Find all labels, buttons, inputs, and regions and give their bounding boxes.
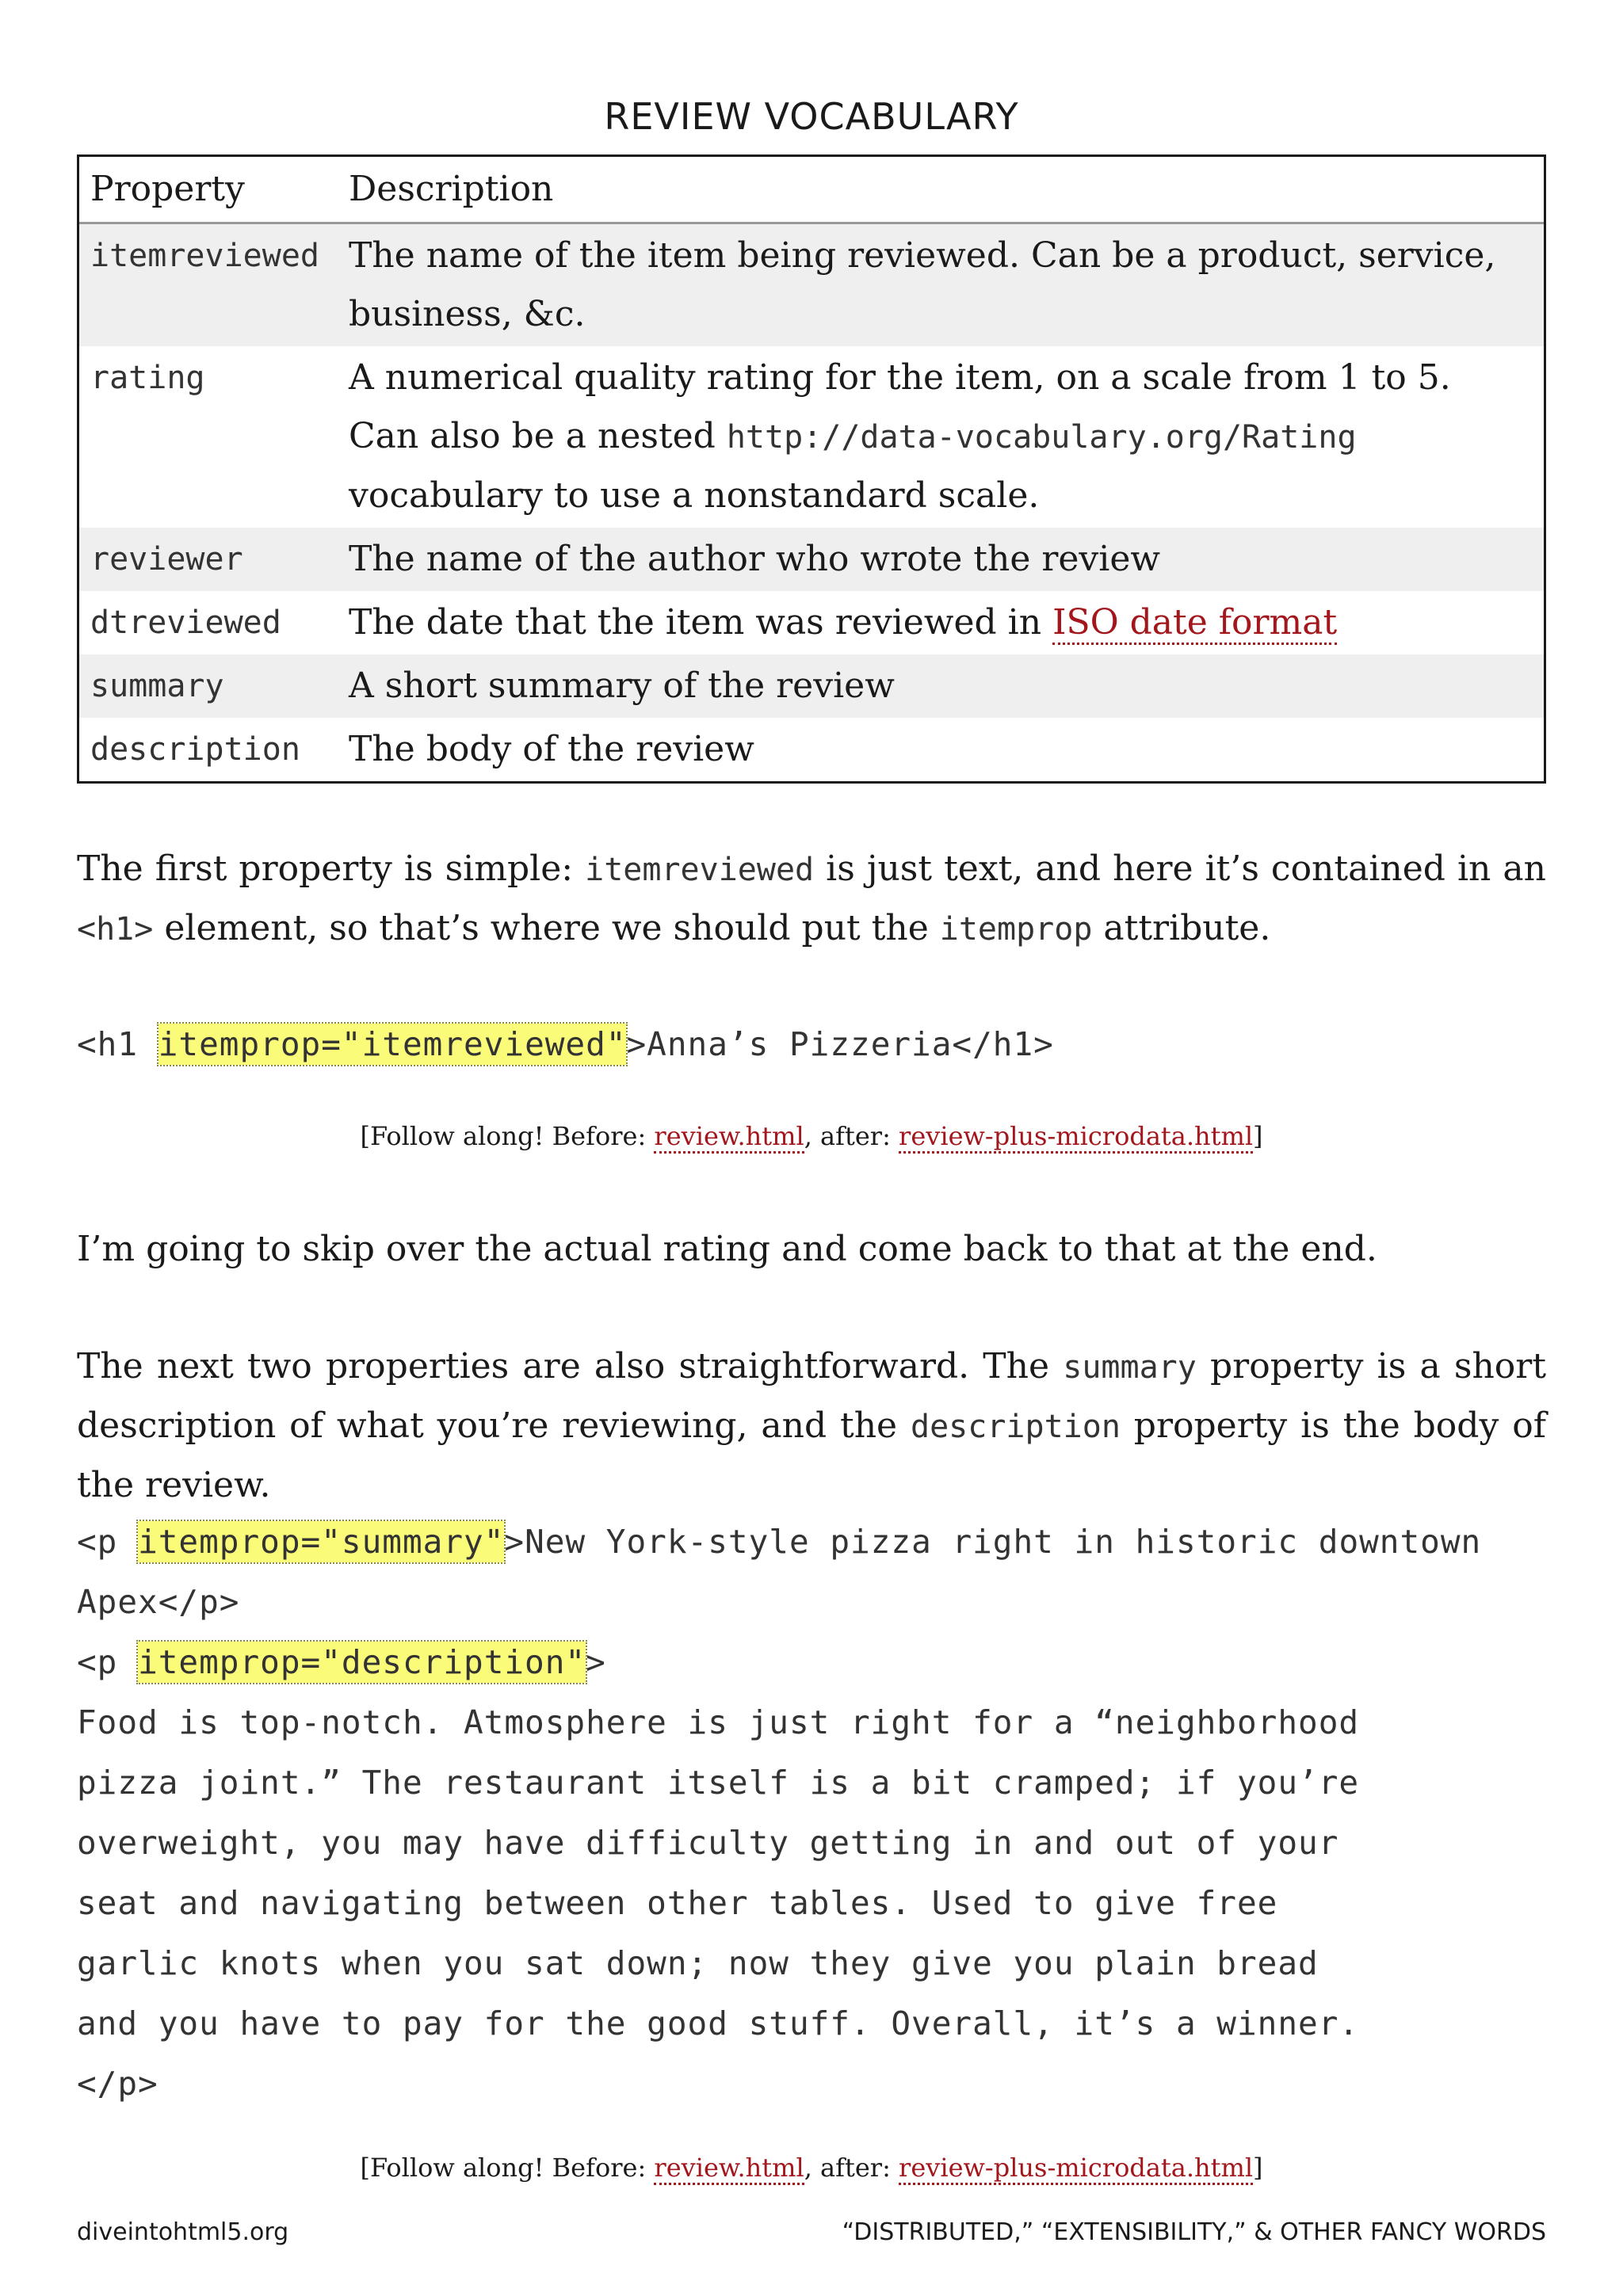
highlighted-attribute: itemprop="itemreviewed" <box>158 1025 627 1063</box>
vocabulary-table <box>77 154 1546 784</box>
table-row <box>79 528 1544 591</box>
property-name: description <box>90 731 300 768</box>
inline-code: summary <box>1063 1349 1197 1386</box>
inline-code: itemprop <box>939 911 1093 948</box>
property-description: The name of the item being reviewed. Can be a product, service, business, &c. <box>349 235 1496 334</box>
property-name: itemreviewed <box>90 238 319 274</box>
before-link[interactable]: review.html <box>654 1121 804 1154</box>
description-text: The date that the item was reviewed in <box>349 602 1042 643</box>
table-row <box>79 718 1544 781</box>
property-name: dtreviewed <box>90 605 281 641</box>
table-row <box>79 224 1544 346</box>
before-link[interactable]: review.html <box>654 2153 804 2185</box>
table-row <box>79 346 1544 528</box>
paragraph-next-properties: The next two properties are also straightforward. The summary property is a short description of what you’re reviewing, and the description property is the body of the review. <box>77 1346 1547 1505</box>
after-link[interactable]: review-plus-microdata.html <box>899 1121 1253 1154</box>
property-description <box>349 591 1544 654</box>
page-title: REVIEW VOCABULARY <box>604 95 1019 138</box>
follow-along-note: [Follow along! Before: review.html, after: review-plus-microdata.html] <box>0 2149 1623 2187</box>
after-link[interactable]: review-plus-microdata.html <box>899 2153 1253 2185</box>
property-description: The body of the review <box>349 729 754 769</box>
property-description: The name of the author who wrote the review <box>349 539 1161 579</box>
footer-site: diveintohtml5.org <box>77 2218 289 2246</box>
header-description: Description <box>349 169 554 209</box>
paragraph-first-property: The first property is simple: itemreviewed is just text, and here it’s contained in an <h1> element, so that’s where we should put the itemprop attribute. <box>77 849 1546 948</box>
property-description: A short summary of the review <box>349 666 895 706</box>
inline-code: <h1> <box>77 911 154 948</box>
code-block-paragraphs: <p itemprop="summary">New York-style pizza right in historic downtown Apex</p> <p itemprop="description"> Food is top-notch. Atmosphere is just right for a “neighborhood pizza joint.” The restaurant itself is a bit cramped; if you’re overweight, you may have difficulty getting in and out of your seat and navigating between other tables. Used to give free garlic knots when you sat down; now they give you plain bread and you have to pay for the good stuff. Overall, it’s a winner. </p> <box>77 1523 1482 2103</box>
footer-chapter-title: “DISTRIBUTED,” “EXTENSIBILITY,” & OTHER FANCY WORDS <box>842 2218 1546 2246</box>
header-property: Property <box>90 169 245 209</box>
paragraph-skip-rating: I’m going to skip over the actual rating and come back to that at the end. <box>77 1229 1377 1269</box>
table-row <box>79 654 1544 718</box>
highlighted-attribute: itemprop="description" <box>138 1643 586 1681</box>
description-text: A numerical quality rating for the item, on a scale from 1 to 5. Can also be a nested <box>349 357 1451 456</box>
property-name: rating <box>90 360 205 396</box>
property-description <box>349 346 1544 528</box>
property-name: summary <box>90 668 224 704</box>
highlighted-attribute: itemprop="summary" <box>138 1523 505 1561</box>
follow-along-note: [Follow along! Before: review.html, after: review-plus-microdata.html] <box>0 1117 1623 1155</box>
code-block-h1: <h1 itemprop="itemreviewed">Anna’s Pizzeria</h1> <box>77 1025 1054 1063</box>
inline-code: itemreviewed <box>585 852 815 888</box>
table-row <box>79 591 1544 654</box>
rating-vocabulary-url: http://data-vocabulary.org/Rating <box>726 419 1357 456</box>
description-text: vocabulary to use a nonstandard scale. <box>349 475 1040 516</box>
iso-date-format-link[interactable]: ISO date format <box>1052 602 1337 645</box>
table-header-row <box>79 157 1544 224</box>
property-name: reviewer <box>90 541 243 578</box>
inline-code: description <box>911 1409 1121 1445</box>
